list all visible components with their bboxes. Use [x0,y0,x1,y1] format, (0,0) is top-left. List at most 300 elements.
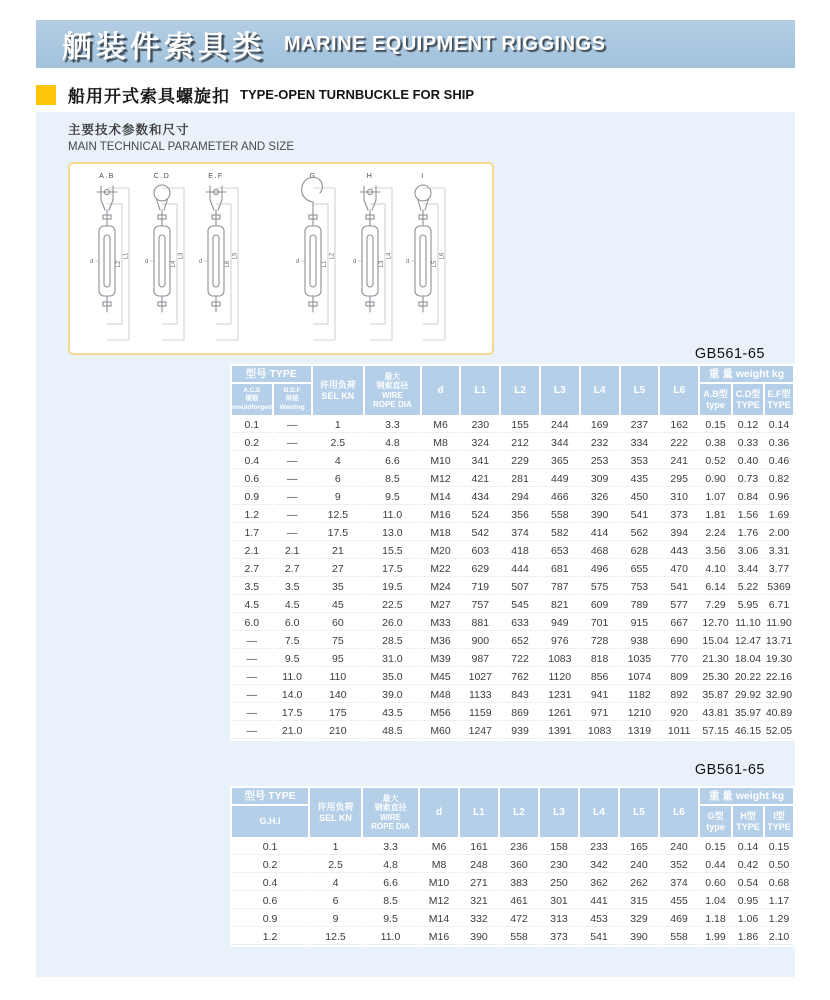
table-cell: 40.89 [765,705,793,721]
table-cell: 653 [541,543,579,559]
table-cell: 869 [501,705,539,721]
table-cell: 0.33 [733,435,763,451]
table-cell: 374 [660,875,698,891]
table-cell: 414 [581,525,619,541]
table-cell: 6.0 [232,615,272,631]
table-cell: 48.5 [365,723,420,739]
table-cell: 310 [660,489,698,505]
column-dim-L6: L6 [660,788,698,837]
table-cell: 35 [313,579,364,595]
table-cell: 541 [660,579,698,595]
table-cell: 230 [461,417,499,433]
table-cell: 524 [461,507,499,523]
table-cell: 2.7 [232,561,272,577]
page-header [36,20,795,68]
table-cell: 390 [620,929,658,945]
table-cell: 394 [660,525,698,541]
section-title [36,82,474,107]
table-cell: 281 [501,471,539,487]
table-cell: 43.5 [365,705,420,721]
table-cell: 390 [581,507,619,523]
table-cell: 6.6 [365,453,420,469]
table-cell: 1120 [541,669,579,685]
table-cell: 0.12 [733,417,763,433]
technical-drawing [68,162,494,355]
table-cell: 250 [540,875,578,891]
table-cell: 949 [541,615,579,631]
table-cell: 0.42 [733,857,763,873]
column-dim-L3: L3 [540,788,578,837]
table-cell: 22.5 [365,597,420,613]
table-cell: 332 [460,911,498,927]
table-cell: M24 [422,579,460,595]
table-cell: 655 [621,561,659,577]
table-cell: 770 [660,651,698,667]
figure-label: H [366,173,374,180]
table-cell: 4.8 [365,435,420,451]
table-cell: 667 [660,615,698,631]
table-cell: — [274,453,311,469]
table-cell: 233 [580,839,618,855]
table-cell: 140 [313,687,364,703]
table-cell: 920 [660,705,698,721]
parameters-table [230,364,795,741]
table-cell: 11.10 [733,615,763,631]
table-cell: 0.9 [232,489,272,505]
table-cell: 0.96 [765,489,793,505]
column-weight-sub: G型 type [700,806,731,837]
table-cell: 818 [581,651,619,667]
table-cell: 43.81 [700,705,731,721]
table-cell: 466 [541,489,579,505]
table-cell: 329 [620,911,658,927]
table-cell: 165 [620,839,658,855]
table-cell: M45 [422,669,460,685]
table-cell: 987 [461,651,499,667]
table-cell: M22 [422,561,460,577]
table-cell: 3.3 [365,417,420,433]
table-cell: 3.44 [733,561,763,577]
table-cell: 19.30 [765,651,793,667]
table-cell: 383 [500,875,538,891]
table-cell: 609 [581,597,619,613]
table-cell: 21.30 [700,651,731,667]
table-cell: 31.0 [365,651,420,667]
table-cell: 9 [313,489,364,505]
table-cell: 390 [460,929,498,945]
table-cell: 575 [581,579,619,595]
diameter-label: d [145,259,149,265]
column-weight-sub: A.B型 type [700,384,731,415]
table-cell: 21 [313,543,364,559]
table-cell: 0.84 [733,489,763,505]
table-cell: 603 [461,543,499,559]
section-bullet-icon [36,85,56,105]
table-cell: 240 [660,839,698,855]
table-cell: 1.69 [765,507,793,523]
table-cell: 241 [660,453,698,469]
table-cell: M33 [422,615,460,631]
table-cell: 60 [313,615,364,631]
table-cell: 5.95 [733,597,763,613]
table-cell: 1.18 [700,911,731,927]
table-cell: 0.9 [232,911,308,927]
table-cell: 253 [581,453,619,469]
table-cell: 4.5 [232,597,272,613]
table-cell: 11.90 [765,615,793,631]
table-cell: — [274,471,311,487]
table-cell: 365 [541,453,579,469]
table-cell: 175 [313,705,364,721]
figure-label: G [309,173,317,180]
table-cell: 362 [580,875,618,891]
column-weight-sub: C.D型 TYPE [733,384,763,415]
table-cell: 2.1 [232,543,272,559]
table-cell: 212 [501,435,539,451]
column-dim-L5: L5 [620,788,658,837]
table-cell: 418 [501,543,539,559]
table-cell: 1.7 [232,525,272,541]
table-cell: M8 [422,435,460,451]
figure-label: C.D [153,173,171,180]
table-cell: M39 [422,651,460,667]
table-cell: 324 [461,435,499,451]
table-cell: 0.60 [700,875,731,891]
table-cell: — [232,705,272,721]
dim-line-label: L3 [178,252,185,260]
content-panel [36,112,795,977]
table-cell: 441 [580,893,618,909]
table-cell: — [232,669,272,685]
table-cell: 0.4 [232,875,308,891]
table-cell: 0.95 [733,893,763,909]
turnbuckle-figure [145,173,185,340]
table-cell: 0.82 [765,471,793,487]
table-cell: 0.73 [733,471,763,487]
table-cell: 1.29 [765,911,793,927]
table-cell: 35.87 [700,687,731,703]
table-cell: 0.36 [765,435,793,451]
table-cell: 11.0 [365,507,420,523]
table-cell: 244 [541,417,579,433]
table-cell: 472 [500,911,538,927]
table-cell: — [232,633,272,649]
table-cell: 9.5 [274,651,311,667]
table-cell: 8.5 [363,893,418,909]
table-cell: 52.05 [765,723,793,739]
table-cell: 1035 [621,651,659,667]
table-cell: 12.5 [310,929,361,945]
table-cell: 856 [581,669,619,685]
table-cell: 1.76 [733,525,763,541]
dim-line-label: L6 [439,252,446,260]
table-cell: 435 [621,471,659,487]
standard-label-1: GB561-65 [694,346,765,362]
table-cell: 722 [501,651,539,667]
table-cell: 17.5 [365,561,420,577]
table-cell: 892 [660,687,698,703]
table-cell: 374 [501,525,539,541]
column-weight-sub: E.F型 TYPE [765,384,793,415]
table-cell: 1.2 [232,507,272,523]
column-weight: 重 量 weight kg [700,366,793,382]
table-cell: 558 [500,929,538,945]
table-cell: 360 [500,857,538,873]
table-cell: 315 [620,893,658,909]
table-cell: 6.71 [765,597,793,613]
table-cell: 17.5 [274,705,311,721]
diameter-label: d [90,259,94,265]
table-2 [230,786,795,947]
table-cell: 421 [461,471,499,487]
table-cell: 0.6 [232,471,272,487]
table-cell: 169 [581,417,619,433]
table-cell: — [274,417,311,433]
table-cell: 2.10 [765,929,793,945]
table-cell: 8.5 [365,471,420,487]
parameters-table [230,786,795,947]
table-cell: 248 [460,857,498,873]
table-cell: 681 [541,561,579,577]
table-cell: 1 [310,839,361,855]
table-cell: 1133 [461,687,499,703]
table-cell: 701 [581,615,619,631]
column-dim-L3: L3 [541,366,579,415]
column-dim-L6: L6 [660,366,698,415]
table-cell: 294 [501,489,539,505]
table-cell: 13.71 [765,633,793,649]
table-cell: 468 [581,543,619,559]
table-cell: 0.6 [232,893,308,909]
table-cell: 25.30 [700,669,731,685]
table-cell: 1027 [461,669,499,685]
table-cell: 13.0 [365,525,420,541]
table-cell: 12.70 [700,615,731,631]
figure-label: A.B [99,173,115,180]
table-cell: 162 [660,417,698,433]
table-cell: 541 [580,929,618,945]
table-cell: 1 [313,417,364,433]
dim-line-label: L1 [322,260,328,268]
table-cell: 1182 [621,687,659,703]
table-cell: 821 [541,597,579,613]
table-cell: 32.90 [765,687,793,703]
table-cell: 301 [540,893,578,909]
table-cell: 35.0 [365,669,420,685]
table-cell: 5.22 [733,579,763,595]
table-cell: 0.4 [232,453,272,469]
table-cell: 4.10 [700,561,731,577]
column-dim-L4: L4 [581,366,619,415]
table-cell: 0.50 [765,857,793,873]
table-cell: 0.15 [700,839,731,855]
table-cell: 27 [313,561,364,577]
table-cell: 545 [501,597,539,613]
table-cell: 4 [310,875,361,891]
table-cell: 629 [461,561,499,577]
figure-label: I [421,173,425,180]
table-cell: 1083 [541,651,579,667]
table-cell: 4.8 [363,857,418,873]
table-cell: M8 [420,857,458,873]
table-cell: 1.56 [733,507,763,523]
column-sel-kn: 许用负荷 SEL KN [313,366,364,415]
standard-label-2: GB561-65 [694,762,765,778]
table-cell: 881 [461,615,499,631]
table-cell: — [274,435,311,451]
table-cell: 1261 [541,705,579,721]
table-cell: 941 [581,687,619,703]
table-cell: 75 [313,633,364,649]
table-cell: 843 [501,687,539,703]
table-cell: 295 [660,471,698,487]
table-cell: 558 [541,507,579,523]
table-cell: 719 [461,579,499,595]
table-cell: 14.0 [274,687,311,703]
table-cell: 577 [660,597,698,613]
table-cell: 35.97 [733,705,763,721]
turnbuckle-figure [199,173,239,340]
table-cell: 4.5 [274,597,311,613]
table-cell: 262 [620,875,658,891]
table-cell: 0.14 [733,839,763,855]
table-cell: 562 [621,525,659,541]
table-cell: 690 [660,633,698,649]
table-cell: 95 [313,651,364,667]
table-cell: M14 [422,489,460,505]
table-cell: 6 [313,471,364,487]
table-cell: 158 [540,839,578,855]
table-cell: 461 [500,893,538,909]
table-cell: 161 [460,839,498,855]
table-cell: 236 [500,839,538,855]
dim-line-label: L5 [232,252,239,260]
table-cell: 2.00 [765,525,793,541]
column-dim-d: d [420,788,458,837]
table-cell: 7.29 [700,597,731,613]
column-type: 型号 TYPE [232,366,311,382]
table-cell: M10 [422,453,460,469]
table-cell: 1083 [581,723,619,739]
table-cell: 6 [310,893,361,909]
table-cell: 229 [501,453,539,469]
table-cell: 356 [501,507,539,523]
turnbuckle-figure [296,173,336,340]
table-cell: 0.1 [232,417,272,433]
table-cell: 237 [621,417,659,433]
table-cell: 582 [541,525,579,541]
table-cell: 809 [660,669,698,685]
table-cell: 9 [310,911,361,927]
table-cell: 0.15 [765,839,793,855]
table-cell: 976 [541,633,579,649]
table-cell: M36 [422,633,460,649]
table-cell: 26.0 [365,615,420,631]
table-cell: 39.0 [365,687,420,703]
column-type-sub: G.H.I [232,806,308,837]
table-cell: 341 [461,453,499,469]
column-type-sub: A.C.E 模锻 mouldforged [232,384,272,415]
table-cell: — [274,507,311,523]
table-cell: 1.17 [765,893,793,909]
table-cell: 1.86 [733,929,763,945]
column-dim-L5: L5 [621,366,659,415]
table-cell: 3.77 [765,561,793,577]
param-heading-cn: 主要技术参数和尺寸 [68,123,190,137]
table-cell: 222 [660,435,698,451]
diameter-label: d [406,259,410,265]
table-cell: 46.15 [733,723,763,739]
diameter-label: d [296,259,300,265]
table-cell: 344 [541,435,579,451]
table-cell: 450 [621,489,659,505]
column-dim-L1: L1 [460,788,498,837]
table-cell: 9.5 [365,489,420,505]
table-cell: 353 [621,453,659,469]
table-cell: 6.6 [363,875,418,891]
column-dim-L1: L1 [461,366,499,415]
table-cell: M56 [422,705,460,721]
table-cell: 0.2 [232,435,272,451]
column-dim-d: d [422,366,460,415]
column-dim-L2: L2 [500,788,538,837]
table-cell: 762 [501,669,539,685]
table-cell: 1247 [461,723,499,739]
dim-line-label: L4 [171,260,177,268]
table-cell: 3.56 [700,543,731,559]
table-cell: 1.99 [700,929,731,945]
table-cell: 558 [660,929,698,945]
table-cell: 57.15 [700,723,731,739]
table-cell: M12 [422,471,460,487]
table-cell: 22.16 [765,669,793,685]
table-cell: M20 [422,543,460,559]
table-cell: 7.5 [274,633,311,649]
table-cell: 342 [580,857,618,873]
table-cell: 1.07 [700,489,731,505]
table-cell: 110 [313,669,364,685]
table-cell: M10 [420,875,458,891]
table-cell: 12.47 [733,633,763,649]
table-cell: 1210 [621,705,659,721]
table-cell: 434 [461,489,499,505]
table-cell: M27 [422,597,460,613]
table-cell: — [232,651,272,667]
table-cell: 1011 [660,723,698,739]
diameter-label: d [353,259,357,265]
table-cell: — [232,687,272,703]
diameter-label: d [199,259,203,265]
table-cell: 3.5 [232,579,272,595]
table-cell: 309 [581,471,619,487]
column-type-sub: B.D.F 焊接 Welding [274,384,311,415]
table-cell: 232 [581,435,619,451]
table-cell: 541 [621,507,659,523]
table-cell: 28.5 [365,633,420,649]
table-cell: 1231 [541,687,579,703]
table-cell: 1.04 [700,893,731,909]
dim-line-label: L3 [379,260,385,268]
table-cell: 2.7 [274,561,311,577]
table-cell: M16 [420,929,458,945]
column-dim-L4: L4 [580,788,618,837]
table-cell: 0.46 [765,453,793,469]
column-wire-rope-dia: 最大 钢索直径 WIRE ROPE DIA [365,366,420,415]
table-cell: 29.92 [733,687,763,703]
table-cell: 542 [461,525,499,541]
table-cell: 443 [660,543,698,559]
table-1 [230,364,795,741]
